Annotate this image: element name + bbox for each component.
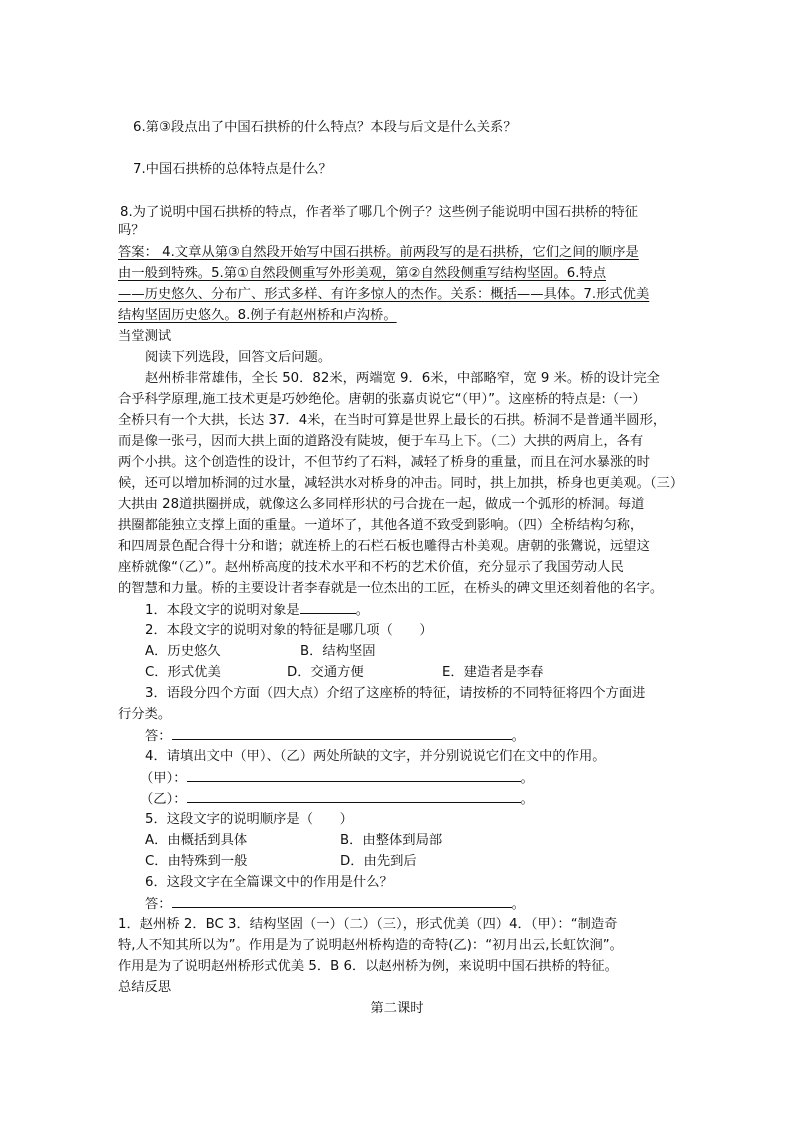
- test-q5-option-b[interactable]: B．由整体到局部: [340, 833, 443, 848]
- passage-line: 两个小拱。这个创造性的设计，不但节约了石料，减轻了桥身的重量，而且在河水暴涨的时: [118, 455, 650, 470]
- answer-line-3: ——历史悠久、分布广、形式多样、有许多惊人的杰作。关系：概括——具体。7.形式优美: [118, 287, 650, 302]
- passage-line: 候，还可以增加桥洞的过水量，减轻洪水对桥身的冲击。同时，拱上加拱，桥身也更美观。（三）: [118, 476, 684, 491]
- test-q4-yi-label: （乙）：: [140, 792, 187, 807]
- footer-title: 第二课时: [370, 1001, 424, 1016]
- answer-key-line-1: 1．赵州桥 2．BC 3．结构坚固（一）（二）（三），形式优美（四）4．（甲）：“制造奇: [118, 917, 618, 932]
- section-title: 当堂测试: [118, 329, 172, 344]
- test-q1-text: 1．本段文字的说明对象是: [145, 603, 300, 618]
- passage-line: 拱圈都能独立支撑上面的重量。一道坏了，其他各道不致受到影响。（四）全桥结构匀称，: [118, 518, 644, 533]
- test-q5-option-d[interactable]: D．由先到后: [340, 854, 417, 869]
- test-q6-answer-blank[interactable]: [172, 893, 512, 908]
- test-q4-yi: [140, 788, 534, 810]
- test-q6-answer-label: 答：: [145, 897, 172, 912]
- test-q3-answer-blank[interactable]: [172, 725, 512, 740]
- passage-line: 的智慧和力量。桥的主要设计者李春就是一位杰出的工匠，在桥头的碑文里还刻着他的名字。: [118, 581, 664, 596]
- passage-line: 和四周景色配合得十分和谐；就连桥上的石栏石板也雕得古朴美观。唐朝的张鷟说，远望这: [118, 539, 650, 554]
- test-q3-line2: 行分类。: [118, 707, 172, 722]
- test-q2-option-a[interactable]: A．历史悠久: [145, 644, 221, 659]
- answer-line-1: 答案： 4.文章从第③自然段开始写中国石拱桥。前两段写的是石拱桥，它们之间的顺序是: [118, 245, 639, 260]
- test-q2-option-b[interactable]: B．结构坚固: [300, 644, 376, 659]
- test-q4-yi-end: 。: [520, 792, 534, 807]
- passage-line: 合乎科学原理,施工技术更是巧妙绝伦。唐朝的张嘉贞说它“（甲）”。这座桥的特点是:（一）: [118, 392, 646, 407]
- test-q5-options-row1: [145, 830, 565, 851]
- passage-line: 赵州桥非常雄伟，全长 50．82米，两端宽 9．6米，中部略窄，宽 9 米。桥的设计完全: [145, 371, 660, 386]
- test-q3-line1: 3．语段分四个方面（四大点）介绍了这座桥的特征，请按桥的不同特征将四个方面进: [145, 686, 646, 701]
- test-q4-jia-end: 。: [520, 771, 534, 786]
- test-q5: 5．这段文字的说明顺序是（ ）: [145, 812, 353, 827]
- question-8-line1: 8.为了说明中国石拱桥的特点，作者举了哪几个例子？这些例子能说明中国石拱桥的特征: [120, 205, 638, 220]
- test-q5-options-row2: [145, 851, 565, 872]
- question-7: 7.中国石拱桥的总体特点是什么？: [133, 162, 332, 177]
- test-q2-options-row1: [145, 641, 565, 662]
- test-q4-jia-blank[interactable]: [187, 767, 521, 782]
- test-q6-answer-end: 。: [511, 897, 525, 912]
- test-q2-option-d[interactable]: D．交通方便: [287, 665, 364, 680]
- test-q4-yi-blank[interactable]: [187, 788, 521, 803]
- question-8-line2: 吗？: [118, 223, 145, 238]
- test-q2-options-row2: [145, 662, 605, 683]
- test-q1-end: 。: [355, 603, 370, 618]
- passage-line: 大拱由 28道拱圈拼成，就像这么多同样形状的弓合拢在一起，做成一个弧形的桥洞。每道: [118, 497, 645, 512]
- question-6: 6.第③段点出了中国石拱桥的什么特点？本段与后文是什么关系？: [133, 120, 517, 135]
- test-q3-answer-end: 。: [511, 729, 525, 744]
- test-q2-option-c[interactable]: C．形式优美: [145, 665, 221, 680]
- summary-title: 总结反思: [118, 980, 172, 995]
- test-q4-jia-label: （甲）：: [140, 771, 187, 786]
- test-q6: 6．这段文字在全篇课文中的作用是什么？: [145, 875, 393, 890]
- answer-line-4: 结构坚固历史悠久。8.例子有赵州桥和卢沟桥。: [118, 308, 397, 323]
- test-q2-option-e[interactable]: E．建造者是李春: [442, 665, 544, 680]
- test-q3-answer: [145, 725, 525, 747]
- instruction: 阅读下列选段，回答文后问题。: [145, 350, 332, 365]
- answer-key-line-3: 作用是为了说明赵州桥形式优美 5．B 6．以赵州桥为例，来说明中国石拱桥的特征。: [118, 959, 618, 974]
- answer-key-line-2: 特,人不知其所以为”。作用是为了说明赵州桥构造的奇特(乙)：“初月出云,长虹饮涧”。: [118, 938, 623, 953]
- test-q6-answer: [145, 893, 525, 915]
- test-q5-option-a[interactable]: A．由概括到具体: [145, 833, 248, 848]
- test-q3-answer-label: 答：: [145, 729, 172, 744]
- passage-line: 而是像一张弓，因而大拱上面的道路没有陡坡，便于车马上下。（二）大拱的两肩上，各有: [118, 434, 644, 449]
- passage-line: 全桥只有一个大拱，长达 37．4米，在当时可算是世界上最长的石拱。桥洞不是普通半圆形，: [118, 413, 667, 428]
- test-q2: 2．本段文字的说明对象的特征是哪几项（ ）: [145, 623, 433, 638]
- test-q5-option-c[interactable]: C．由特殊到一般: [145, 854, 248, 869]
- passage-line: 座桥就像“（乙）”。赵州桥高度的技术水平和不朽的艺术价值，充分显示了我国劳动人民: [118, 560, 624, 575]
- test-q4: 4．请填出文中（甲）、（乙）两处所缺的文字，并分别说说它们在文中的作用。: [145, 749, 606, 764]
- answer-line-2: 由一般到特殊。5.第①自然段侧重写外形美观，第②自然段侧重写结构坚固。6.特点: [118, 266, 607, 281]
- test-q4-jia: [140, 767, 534, 789]
- test-q1-blank[interactable]: [300, 599, 356, 614]
- test-q1: [145, 599, 369, 621]
